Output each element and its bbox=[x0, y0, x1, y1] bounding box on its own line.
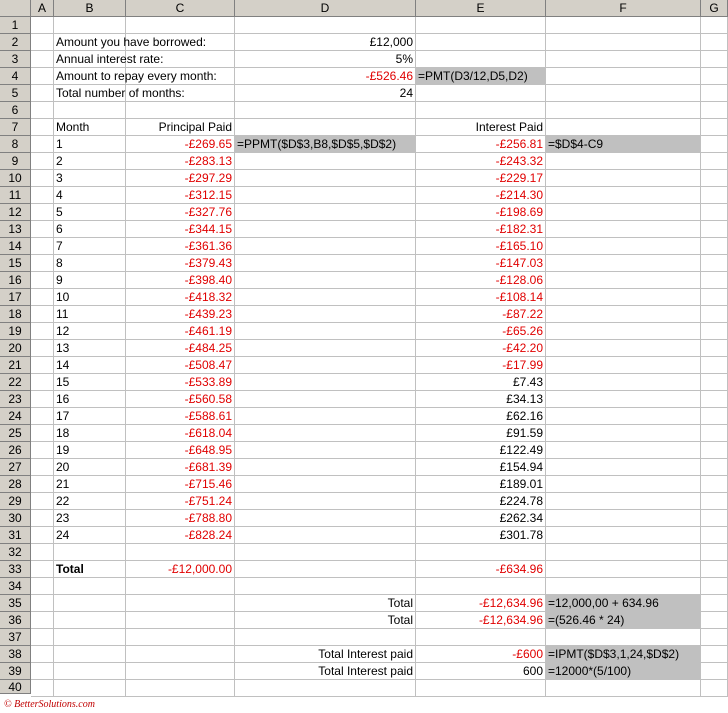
row-header-3[interactable]: 3 bbox=[0, 51, 31, 68]
label-total[interactable]: Total bbox=[56, 562, 84, 576]
row-header-6[interactable]: 6 bbox=[0, 102, 31, 119]
row-header-14[interactable]: 14 bbox=[0, 238, 31, 255]
formula-total-1[interactable]: =12,000,00 + 634.96 bbox=[546, 595, 700, 611]
principal-cell[interactable]: -£484.25 bbox=[184, 341, 232, 355]
interest-cell[interactable]: £34.13 bbox=[506, 392, 543, 406]
month-cell[interactable]: 13 bbox=[56, 341, 70, 355]
value-borrowed[interactable]: £12,000 bbox=[369, 35, 413, 49]
principal-cell[interactable]: -£269.65 bbox=[184, 137, 232, 151]
row-header-13[interactable]: 13 bbox=[0, 221, 31, 238]
row-header-28[interactable]: 28 bbox=[0, 476, 31, 493]
row-header-27[interactable]: 27 bbox=[0, 459, 31, 476]
copyright-footer: © BetterSolutions.com bbox=[4, 699, 95, 710]
principal-cell[interactable]: -£344.15 bbox=[184, 222, 232, 236]
label-repay[interactable]: Amount to repay every month: bbox=[56, 69, 217, 83]
column-header-d[interactable]: D bbox=[235, 0, 416, 17]
label-months[interactable]: Total number of months: bbox=[56, 86, 185, 100]
month-cell[interactable]: 17 bbox=[56, 409, 70, 423]
principal-cell[interactable]: -£715.46 bbox=[184, 477, 232, 491]
label-borrowed[interactable]: Amount you have borrowed: bbox=[56, 35, 207, 49]
principal-cell[interactable]: -£461.19 bbox=[184, 324, 232, 338]
value-repay[interactable]: -£526.46 bbox=[365, 69, 413, 83]
row-header-40[interactable]: 40 bbox=[0, 680, 31, 694]
row-header-22[interactable]: 22 bbox=[0, 374, 31, 391]
formula-interest[interactable]: =$D$4-C9 bbox=[546, 136, 700, 152]
row-header-7[interactable]: 7 bbox=[0, 119, 31, 136]
value-interest-2[interactable]: 600 bbox=[522, 664, 543, 678]
row-header-33[interactable]: 33 bbox=[0, 561, 31, 578]
interest-cell[interactable]: -£42.20 bbox=[502, 341, 543, 355]
row-header-1[interactable]: 1 bbox=[0, 17, 31, 34]
principal-cell[interactable]: -£828.24 bbox=[184, 528, 232, 542]
month-cell[interactable]: 4 bbox=[56, 188, 63, 202]
month-cell[interactable]: 11 bbox=[56, 307, 69, 321]
principal-cell[interactable]: -£361.36 bbox=[184, 239, 232, 253]
formula-ppmt[interactable]: =PPMT($D$3,B8,$D$5,$D$2) bbox=[235, 136, 415, 152]
formula-interest-calc[interactable]: =12000*(5/100) bbox=[546, 663, 700, 679]
interest-cell[interactable]: -£256.81 bbox=[495, 137, 543, 151]
interest-cell[interactable]: -£128.06 bbox=[495, 273, 543, 287]
row-header-23[interactable]: 23 bbox=[0, 391, 31, 408]
principal-cell[interactable]: -£283.13 bbox=[184, 154, 232, 168]
gridline-horizontal bbox=[31, 679, 728, 680]
header-principal[interactable]: Principal Paid bbox=[158, 120, 232, 134]
row-header-38[interactable]: 38 bbox=[0, 646, 31, 663]
row-header-34[interactable]: 34 bbox=[0, 578, 31, 595]
month-cell[interactable]: 5 bbox=[56, 205, 63, 219]
value-months[interactable]: 24 bbox=[399, 86, 413, 100]
principal-cell[interactable]: -£297.29 bbox=[184, 171, 232, 185]
row-header-20[interactable]: 20 bbox=[0, 340, 31, 357]
month-cell[interactable]: 15 bbox=[56, 375, 70, 389]
principal-cell[interactable]: -£533.89 bbox=[184, 375, 232, 389]
row-header-24[interactable]: 24 bbox=[0, 408, 31, 425]
column-header-c[interactable]: C bbox=[126, 0, 235, 17]
row-header-8[interactable]: 8 bbox=[0, 136, 31, 153]
principal-cell[interactable]: -£508.47 bbox=[184, 358, 232, 372]
month-cell[interactable]: 1 bbox=[56, 137, 63, 151]
row-header-19[interactable]: 19 bbox=[0, 323, 31, 340]
interest-cell[interactable]: -£165.10 bbox=[495, 239, 543, 253]
month-cell[interactable]: 2 bbox=[56, 154, 63, 168]
value-total-2[interactable]: -£12,634.96 bbox=[478, 613, 543, 627]
principal-cell[interactable]: -£327.76 bbox=[184, 205, 232, 219]
column-header-a[interactable]: A bbox=[31, 0, 54, 17]
label-interest-2[interactable]: Total Interest paid bbox=[318, 664, 413, 678]
formula-ipmt[interactable]: =IPMT($D$3,1,24,$D$2) bbox=[546, 646, 700, 662]
gridline-horizontal bbox=[31, 577, 728, 578]
interest-cell[interactable]: -£182.31 bbox=[495, 222, 543, 236]
row-header-37[interactable]: 37 bbox=[0, 629, 31, 646]
interest-cell[interactable]: -£87.22 bbox=[502, 307, 543, 321]
principal-cell[interactable]: -£648.95 bbox=[184, 443, 232, 457]
month-cell[interactable]: 16 bbox=[56, 392, 70, 406]
interest-cell[interactable]: -£147.03 bbox=[495, 256, 543, 270]
label-total-1[interactable]: Total bbox=[387, 596, 413, 610]
month-cell[interactable]: 7 bbox=[56, 239, 63, 253]
interest-cell[interactable]: £91.59 bbox=[506, 426, 543, 440]
month-cell[interactable]: 23 bbox=[56, 511, 70, 525]
month-cell[interactable]: 6 bbox=[56, 222, 63, 236]
interest-cell[interactable]: £262.34 bbox=[499, 511, 543, 525]
interest-cell[interactable]: £224.78 bbox=[499, 494, 543, 508]
principal-cell[interactable]: -£379.43 bbox=[184, 256, 232, 270]
interest-cell[interactable]: -£229.17 bbox=[495, 171, 543, 185]
interest-cell[interactable]: £154.94 bbox=[499, 460, 543, 474]
interest-cell[interactable]: -£243.32 bbox=[495, 154, 543, 168]
row-header-12[interactable]: 12 bbox=[0, 204, 31, 221]
row-header-11[interactable]: 11 bbox=[0, 187, 31, 204]
row-header-36[interactable]: 36 bbox=[0, 612, 31, 629]
row-header-4[interactable]: 4 bbox=[0, 68, 31, 85]
interest-cell[interactable]: £7.43 bbox=[512, 375, 543, 389]
label-rate[interactable]: Annual interest rate: bbox=[56, 52, 164, 66]
header-month[interactable]: Month bbox=[56, 120, 90, 134]
month-cell[interactable]: 3 bbox=[56, 171, 63, 185]
total-interest[interactable]: -£634.96 bbox=[495, 562, 543, 576]
row-header-25[interactable]: 25 bbox=[0, 425, 31, 442]
month-cell[interactable]: 24 bbox=[56, 528, 70, 542]
select-all-corner[interactable] bbox=[0, 0, 31, 17]
month-cell[interactable]: 20 bbox=[56, 460, 70, 474]
month-cell[interactable]: 12 bbox=[56, 324, 70, 338]
row-header-18[interactable]: 18 bbox=[0, 306, 31, 323]
row-header-2[interactable]: 2 bbox=[0, 34, 31, 51]
interest-cell[interactable]: £122.49 bbox=[499, 443, 543, 457]
interest-cell[interactable]: £62.16 bbox=[506, 409, 543, 423]
gridline-horizontal bbox=[31, 696, 728, 697]
principal-cell[interactable]: -£312.15 bbox=[184, 188, 232, 202]
row-header-5[interactable]: 5 bbox=[0, 85, 31, 102]
interest-cell[interactable]: £301.78 bbox=[499, 528, 543, 542]
row-header-30[interactable]: 30 bbox=[0, 510, 31, 527]
label-interest-1[interactable]: Total Interest paid bbox=[318, 647, 413, 661]
principal-cell[interactable]: -£418.32 bbox=[184, 290, 232, 304]
row-header-10[interactable]: 10 bbox=[0, 170, 31, 187]
row-header-17[interactable]: 17 bbox=[0, 289, 31, 306]
total-principal[interactable]: -£12,000.00 bbox=[167, 562, 232, 576]
principal-cell[interactable]: -£588.61 bbox=[184, 409, 232, 423]
principal-cell[interactable]: -£618.04 bbox=[184, 426, 232, 440]
value-total-1[interactable]: -£12,634.96 bbox=[478, 596, 543, 610]
column-header-f[interactable]: F bbox=[546, 0, 701, 17]
value-rate[interactable]: 5% bbox=[395, 52, 413, 66]
month-cell[interactable]: 8 bbox=[56, 256, 63, 270]
principal-cell[interactable]: -£751.24 bbox=[184, 494, 232, 508]
row-header-15[interactable]: 15 bbox=[0, 255, 31, 272]
row-header-26[interactable]: 26 bbox=[0, 442, 31, 459]
formula-pmt[interactable]: =PMT(D3/12,D5,D2) bbox=[416, 68, 545, 84]
row-header-29[interactable]: 29 bbox=[0, 493, 31, 510]
interest-cell[interactable]: -£65.26 bbox=[502, 324, 543, 338]
row-header-9[interactable]: 9 bbox=[0, 153, 31, 170]
header-interest[interactable]: Interest Paid bbox=[475, 120, 543, 134]
principal-cell[interactable]: -£788.80 bbox=[184, 511, 232, 525]
row-header-35[interactable]: 35 bbox=[0, 595, 31, 612]
interest-cell[interactable]: -£214.30 bbox=[495, 188, 543, 202]
principal-cell[interactable]: -£398.40 bbox=[184, 273, 232, 287]
gridline-vertical bbox=[700, 17, 701, 697]
interest-cell[interactable]: £189.01 bbox=[499, 477, 543, 491]
row-header-16[interactable]: 16 bbox=[0, 272, 31, 289]
month-cell[interactable]: 19 bbox=[56, 443, 70, 457]
interest-cell[interactable]: -£108.14 bbox=[495, 290, 543, 304]
principal-cell[interactable]: -£439.23 bbox=[184, 307, 232, 321]
month-cell[interactable]: 10 bbox=[56, 290, 70, 304]
row-header-39[interactable]: 39 bbox=[0, 663, 31, 680]
row-header-21[interactable]: 21 bbox=[0, 357, 31, 374]
month-cell[interactable]: 14 bbox=[56, 358, 70, 372]
gridline-horizontal bbox=[31, 628, 728, 629]
principal-cell[interactable]: -£681.39 bbox=[184, 460, 232, 474]
month-cell[interactable]: 9 bbox=[56, 273, 63, 287]
column-header-e[interactable]: E bbox=[416, 0, 546, 17]
label-total-2[interactable]: Total bbox=[387, 613, 413, 627]
gridline-horizontal bbox=[31, 543, 728, 544]
month-cell[interactable]: 21 bbox=[56, 477, 70, 491]
value-interest-1[interactable]: -£600 bbox=[512, 647, 543, 661]
row-header-32[interactable]: 32 bbox=[0, 544, 31, 561]
row-header-31[interactable]: 31 bbox=[0, 527, 31, 544]
gridline-horizontal bbox=[31, 101, 728, 102]
column-header-b[interactable]: B bbox=[54, 0, 126, 17]
interest-cell[interactable]: -£198.69 bbox=[495, 205, 543, 219]
month-cell[interactable]: 22 bbox=[56, 494, 70, 508]
month-cell[interactable]: 18 bbox=[56, 426, 70, 440]
principal-cell[interactable]: -£560.58 bbox=[184, 392, 232, 406]
column-header-g[interactable]: G bbox=[701, 0, 728, 17]
interest-cell[interactable]: -£17.99 bbox=[502, 358, 543, 372]
formula-total-2[interactable]: =(526.46 * 24) bbox=[546, 612, 700, 628]
